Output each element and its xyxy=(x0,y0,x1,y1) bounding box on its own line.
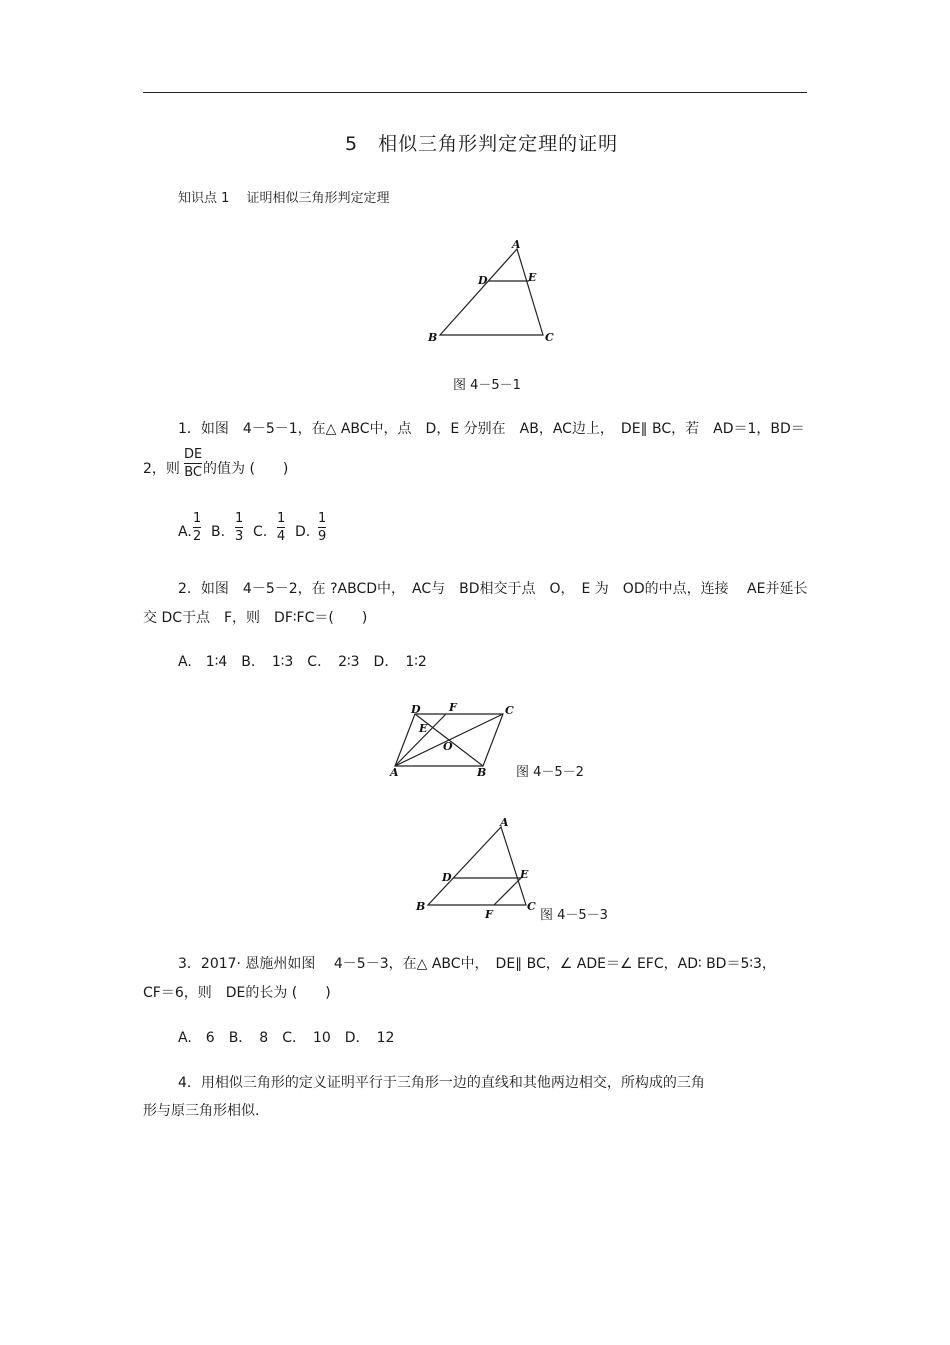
fraction-bar xyxy=(318,527,326,528)
frac-den: 4 xyxy=(277,529,286,544)
q1-option-d-letter: D. xyxy=(295,524,311,540)
fig3-label-d: D xyxy=(442,871,452,884)
fraction-bar xyxy=(277,527,285,528)
q3-line1: 3．2017· 恩施州如图 4－5－3，在△ ABC中， DE∥ BC，∠ ADE＝∠ EFC，AD∶ BD＝5∶3， xyxy=(178,956,776,972)
q1-line2-prefix: 2，则 xyxy=(143,461,180,477)
fig1-label-d: D xyxy=(478,274,488,287)
fig1-label-e: E xyxy=(528,271,537,284)
q3-line2: CF＝6，则 DE的长为 ( ) xyxy=(143,985,331,1001)
fraction-bar xyxy=(193,527,201,528)
frac-num: 1 xyxy=(193,511,202,526)
fig3-label-a: A xyxy=(500,816,509,829)
fraction-bar xyxy=(235,527,243,528)
figure-4-5-2 xyxy=(385,700,525,780)
q1-option-d-fraction xyxy=(318,511,326,544)
fig2-label-f: F xyxy=(449,701,457,714)
fig2-label-c: C xyxy=(505,704,514,717)
fig2-label-e: E xyxy=(419,722,428,735)
fraction-bar xyxy=(184,463,202,464)
q4-line1: 4．用相似三角形的定义证明平行于三角形一边的直线和其他两边相交，所构成的三角 xyxy=(178,1075,705,1091)
fig3-label-f: F xyxy=(485,908,493,921)
fig1-label-c: C xyxy=(545,331,554,344)
q1-option-c-fraction xyxy=(277,511,285,544)
page-title: 5 相似三角形判定定理的证明 xyxy=(345,133,619,155)
q1-option-a-letter: A. xyxy=(178,524,192,540)
fig2-label-b: B xyxy=(477,766,487,779)
frac-num: 1 xyxy=(277,511,286,526)
fig2-label-a: A xyxy=(390,766,399,779)
fig3-label-e: E xyxy=(520,868,529,881)
q1-option-c-letter: C. xyxy=(253,524,268,540)
q1-option-b-letter: B. xyxy=(211,524,226,540)
q1-option-b-fraction xyxy=(235,511,243,544)
frac-den: 3 xyxy=(235,529,244,544)
q1-frac-num: DE xyxy=(184,447,203,462)
fig1-label-a: A xyxy=(512,238,521,251)
triangle-abc xyxy=(440,249,543,335)
fig1-label-b: B xyxy=(428,331,438,344)
figure-caption-1: 图 4－5－1 xyxy=(453,378,521,393)
fig3-label-c: C xyxy=(527,900,536,913)
q1-fraction-de-bc xyxy=(184,447,202,480)
triangle-abc xyxy=(428,827,526,905)
figure-caption-2: 图 4－5－2 xyxy=(516,765,584,780)
q2-line2: 交 DC于点 F，则 DF∶FC＝( ) xyxy=(143,610,368,626)
q3-options: A. 6 B． 8 C． 10 D． 12 xyxy=(178,1030,395,1046)
fig2-label-d: D xyxy=(411,703,421,716)
q2-options: A. 1∶4 B． 1∶3 C． 2∶3 D． 1∶2 xyxy=(178,654,427,670)
q4-line2: 形与原三角形相似. xyxy=(143,1103,260,1119)
header-rule xyxy=(143,92,807,93)
q2-line1: 2．如图 4－5－2，在 ?ABCD中， AC与 BD相交于点 O， E 为 OD的中点，连接 AE并延长 xyxy=(178,581,808,597)
figure-4-5-3 xyxy=(410,815,550,925)
figure-4-5-1 xyxy=(420,235,560,350)
frac-den: 9 xyxy=(318,529,327,544)
frac-num: 1 xyxy=(235,511,244,526)
frac-num: 1 xyxy=(318,511,327,526)
q1-line1: 1．如图 4－5－1，在△ ABC中，点 D，E 分别在 AB，AC边上， DE∥ BC，若 AD＝1，BD＝ xyxy=(178,421,805,437)
q1-line2-suffix: 的值为 ( ) xyxy=(203,461,289,477)
segment-ef xyxy=(494,878,521,905)
fig3-label-b: B xyxy=(416,900,426,913)
fig2-label-o: O xyxy=(443,740,453,753)
figure-caption-3: 图 4－5－3 xyxy=(540,908,608,923)
q1-frac-den: BC xyxy=(184,465,202,480)
frac-den: 2 xyxy=(193,529,202,544)
section-heading: 知识点 1 证明相似三角形判定定理 xyxy=(178,191,390,206)
q1-option-a-fraction xyxy=(193,511,201,544)
